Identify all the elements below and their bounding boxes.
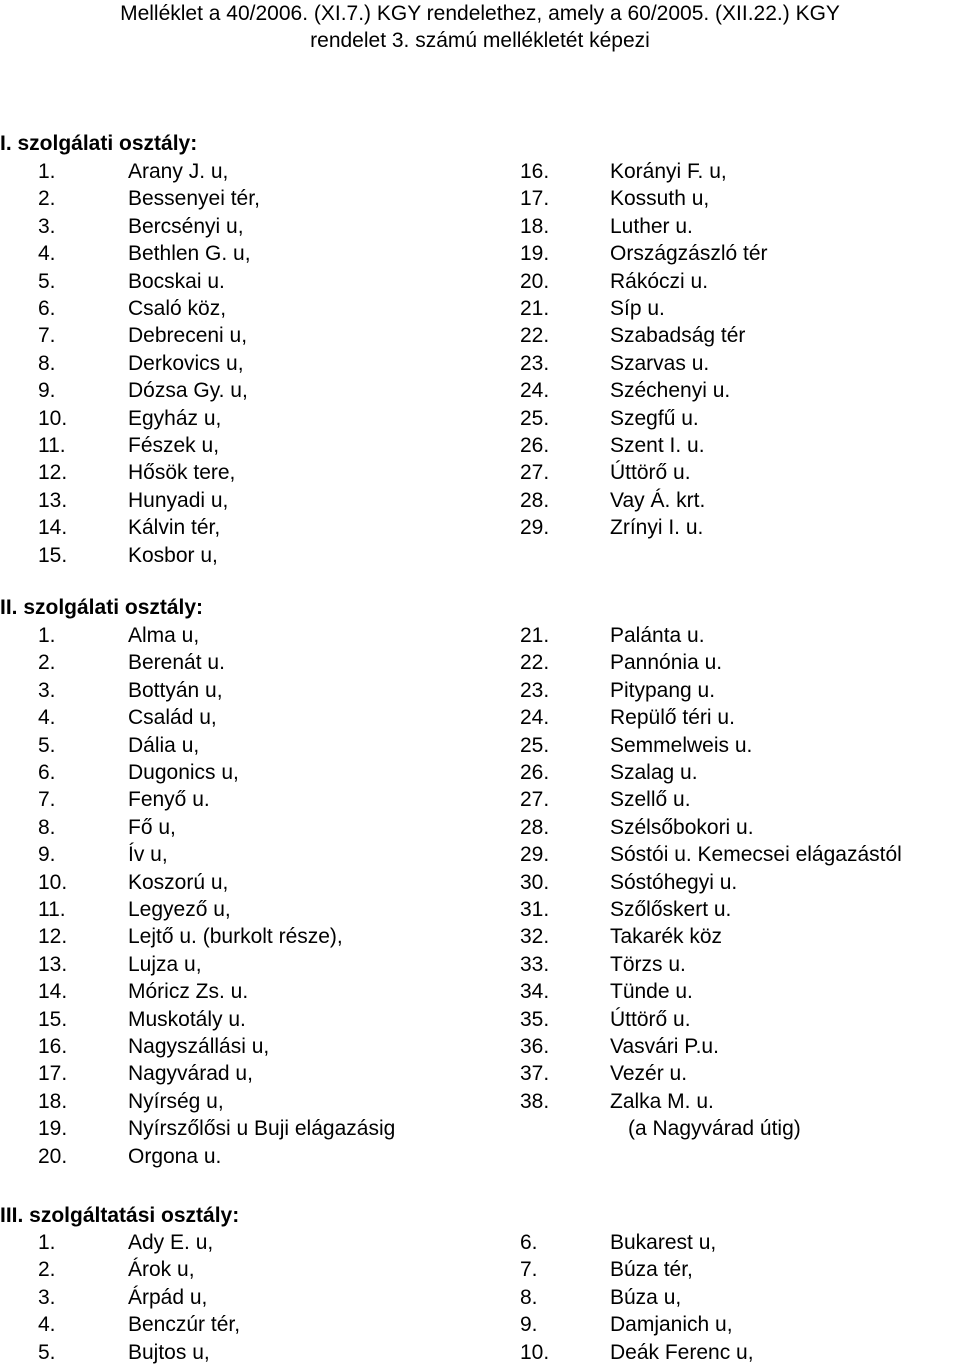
item-number: 11.	[38, 898, 66, 921]
street-name: Lujza u,	[128, 952, 202, 976]
street-name: Nyírszőlősi u Buji elágazásig	[128, 1117, 396, 1141]
item-number: 28.	[520, 488, 550, 512]
street-name: Bessenyei tér,	[128, 187, 260, 211]
street-name: Úttörő u.	[610, 461, 691, 485]
street-name: Arany J. u,	[128, 160, 229, 183]
item-number: 2.	[38, 187, 56, 211]
item-number: 22.	[520, 651, 550, 675]
item-number: 23.	[520, 678, 550, 702]
street-name: Berenát u.	[128, 651, 225, 675]
item-number: 31.	[520, 898, 550, 921]
item-number: 13.	[38, 488, 68, 512]
item-number: 9.	[38, 379, 56, 403]
item-number: 20.	[38, 1144, 68, 1168]
street-name: Fenyő u.	[128, 788, 210, 812]
section-title: III. szolgáltatási osztály:	[0, 1204, 240, 1227]
item-number: 5.	[38, 733, 56, 757]
street-name: Korányi F. u,	[610, 160, 727, 183]
item-number: 33.	[520, 952, 550, 976]
item-number: 25.	[520, 733, 550, 757]
section-title: II. szolgálati osztály:	[0, 596, 204, 619]
item-number: 24.	[520, 706, 550, 730]
street-name: Nyírség u,	[128, 1089, 224, 1113]
item-number: 16.	[520, 160, 550, 183]
item-number: 19.	[38, 1117, 68, 1141]
item-number: 3.	[38, 678, 56, 702]
street-name: Dózsa Gy. u,	[128, 379, 248, 403]
street-name: Sóstóhegyi u.	[610, 870, 738, 894]
street-name: Szarvas u.	[610, 351, 710, 375]
street-name: Úttörő u.	[610, 1007, 691, 1031]
item-number: 1.	[38, 160, 56, 183]
item-number: 8.	[520, 1285, 538, 1309]
street-name: Fő u,	[128, 815, 176, 839]
item-number: 36.	[520, 1035, 550, 1058]
section-title: I. szolgálati osztály:	[0, 132, 198, 155]
item-number: 8.	[38, 351, 56, 375]
item-number: 28.	[520, 815, 550, 839]
street-name: Árok u,	[128, 1258, 195, 1282]
item-number: 13.	[38, 952, 68, 976]
street-name: Alma u,	[128, 624, 200, 647]
street-name: Nagyvárad u,	[128, 1062, 253, 1086]
item-number: 2.	[38, 1258, 56, 1282]
street-name: Országzászló tér	[610, 242, 768, 266]
item-number: 4.	[38, 1313, 56, 1337]
item-number: 12.	[38, 925, 68, 949]
street-name: Bethlen G. u,	[128, 242, 251, 266]
street-name: Árpád u,	[128, 1285, 208, 1309]
item-number: 22.	[520, 324, 550, 348]
street-name: Luther u.	[610, 214, 693, 238]
item-number: 19.	[520, 242, 550, 266]
street-name: Benczúr tér,	[128, 1313, 241, 1337]
street-name: Damjanich u,	[610, 1313, 733, 1337]
item-number: 12.	[38, 461, 68, 485]
street-name: Móricz Zs. u.	[128, 980, 249, 1004]
street-name: Koszorú u,	[128, 870, 229, 894]
street-name: Szent I. u.	[610, 434, 705, 457]
item-number: 9.	[38, 843, 56, 867]
item-number: 24.	[520, 379, 550, 403]
street-name: Család u,	[128, 706, 217, 730]
item-number: 6.	[520, 1231, 538, 1254]
header-line-1: Melléklet a 40/2006. (XI.7.) KGY rendelethez, amely a 60/2005. (XII.22.) KGY	[120, 2, 840, 25]
item-number: 26.	[520, 434, 550, 457]
item-number: 3.	[38, 1285, 56, 1309]
item-number: 26.	[520, 761, 550, 784]
street-name: Derkovics u,	[128, 351, 244, 375]
item-number: 25.	[520, 406, 550, 430]
street-name: Orgona u.	[128, 1144, 222, 1168]
street-name: Egyház u,	[128, 406, 222, 430]
item-number: 29.	[520, 516, 550, 540]
item-number: 9.	[520, 1313, 538, 1337]
street-name: Hősök tere,	[128, 461, 236, 485]
item-number: 3.	[38, 214, 56, 238]
item-number: 15.	[38, 543, 68, 567]
item-number: 34.	[520, 980, 550, 1004]
item-number: 2.	[38, 651, 56, 675]
item-number: 32.	[520, 925, 550, 949]
street-name: Rákóczi u.	[610, 269, 709, 293]
item-number: 1.	[38, 624, 56, 647]
item-number: 8.	[38, 815, 56, 839]
street-name: Kosbor u,	[128, 543, 218, 567]
item-number: 29.	[520, 843, 550, 867]
item-number: 11.	[38, 434, 66, 457]
street-name: Szabadság tér	[610, 324, 746, 348]
item-number: 6.	[38, 761, 56, 784]
street-name: Ady E. u,	[128, 1231, 214, 1254]
item-number: 38.	[520, 1089, 550, 1113]
item-number: 23.	[520, 351, 550, 375]
street-name: Repülő téri u.	[610, 706, 735, 730]
item-number: 7.	[520, 1258, 538, 1282]
item-number: 16.	[38, 1035, 68, 1058]
item-number: 20.	[520, 269, 550, 293]
street-name: Sóstói u. Kemecsei elágazástól	[610, 843, 902, 867]
street-name: Szőlőskert u.	[610, 898, 732, 921]
item-number: 7.	[38, 324, 56, 348]
street-name: Széchenyi u.	[610, 379, 731, 403]
street-name: Palánta u.	[610, 624, 705, 647]
street-name: Kossuth u,	[610, 187, 710, 211]
street-name: Kálvin tér,	[128, 516, 221, 540]
item-number: 7.	[38, 788, 56, 812]
street-name: Pannónia u.	[610, 651, 723, 675]
item-number: 4.	[38, 242, 56, 266]
street-name: Vay Á. krt.	[610, 488, 706, 512]
item-number: 10.	[38, 870, 68, 894]
street-name: Muskotály u.	[128, 1007, 246, 1031]
street-name: Zalka M. u.	[610, 1089, 714, 1113]
item-number: 18.	[520, 214, 550, 238]
street-name: Szellő u.	[610, 788, 691, 812]
item-number: 6.	[38, 297, 56, 320]
item-number: 14.	[38, 980, 68, 1004]
street-name: Bottyán u,	[128, 678, 223, 702]
street-name: Takarék köz	[610, 925, 723, 949]
item-number: 17.	[520, 187, 550, 211]
street-name: Bukarest u,	[610, 1231, 717, 1254]
street-name: Törzs u.	[610, 952, 686, 976]
street-name: Dália u,	[128, 733, 200, 757]
item-number: 14.	[38, 516, 68, 540]
item-number: 21.	[520, 297, 550, 320]
item-number: 17.	[38, 1062, 68, 1086]
street-name: Bercsényi u,	[128, 214, 244, 238]
street-name: Szegfű u.	[610, 406, 699, 430]
street-name: Bocskai u.	[128, 269, 225, 293]
street-name: Szalag u.	[610, 761, 698, 784]
item-number: 10.	[38, 406, 68, 430]
item-number: 5.	[38, 269, 56, 293]
street-name: Szélsőbokori u.	[610, 815, 754, 839]
item-number: 15.	[38, 1007, 68, 1031]
item-number: 27.	[520, 461, 550, 485]
street-name: Zrínyi I. u.	[610, 516, 704, 540]
item-number: 37.	[520, 1062, 550, 1086]
street-name: Dugonics u,	[128, 761, 239, 784]
street-name: Búza tér,	[610, 1258, 693, 1282]
street-name: Debreceni u,	[128, 324, 248, 348]
item-number: 27.	[520, 788, 550, 812]
street-name: Lejtő u. (burkolt része),	[128, 925, 343, 949]
street-name: Tünde u.	[610, 980, 693, 1004]
street-name: Semmelweis u.	[610, 733, 753, 757]
item-number: 35.	[520, 1007, 550, 1031]
header-line-2: rendelet 3. számú mellékletét képezi	[310, 29, 650, 52]
street-name: Vezér u.	[610, 1062, 688, 1086]
street-note: (a Nagyvárad útig)	[628, 1117, 801, 1141]
street-name: Vasvári P.u.	[610, 1035, 719, 1058]
street-name: Legyező u,	[128, 898, 231, 921]
street-name: Búza u,	[610, 1285, 682, 1309]
street-name: Nagyszállási u,	[128, 1035, 270, 1058]
street-name: Fészek u,	[128, 434, 220, 457]
item-number: 18.	[38, 1089, 68, 1113]
street-name: Csaló köz,	[128, 297, 227, 320]
street-name: Bujtos u,	[128, 1340, 210, 1364]
item-number: 30.	[520, 870, 550, 894]
document-header	[0, 0, 960, 54]
street-name: Hunyadi u,	[128, 488, 229, 512]
item-number: 5.	[38, 1340, 56, 1364]
item-number: 21.	[520, 624, 550, 647]
street-name: Pitypang u.	[610, 678, 716, 702]
street-name: Deák Ferenc u,	[610, 1340, 754, 1364]
item-number: 10.	[520, 1340, 550, 1364]
street-name: Síp u.	[610, 297, 665, 320]
item-number: 1.	[38, 1231, 56, 1254]
street-name: Ív u,	[128, 843, 168, 867]
item-number: 4.	[38, 706, 56, 730]
